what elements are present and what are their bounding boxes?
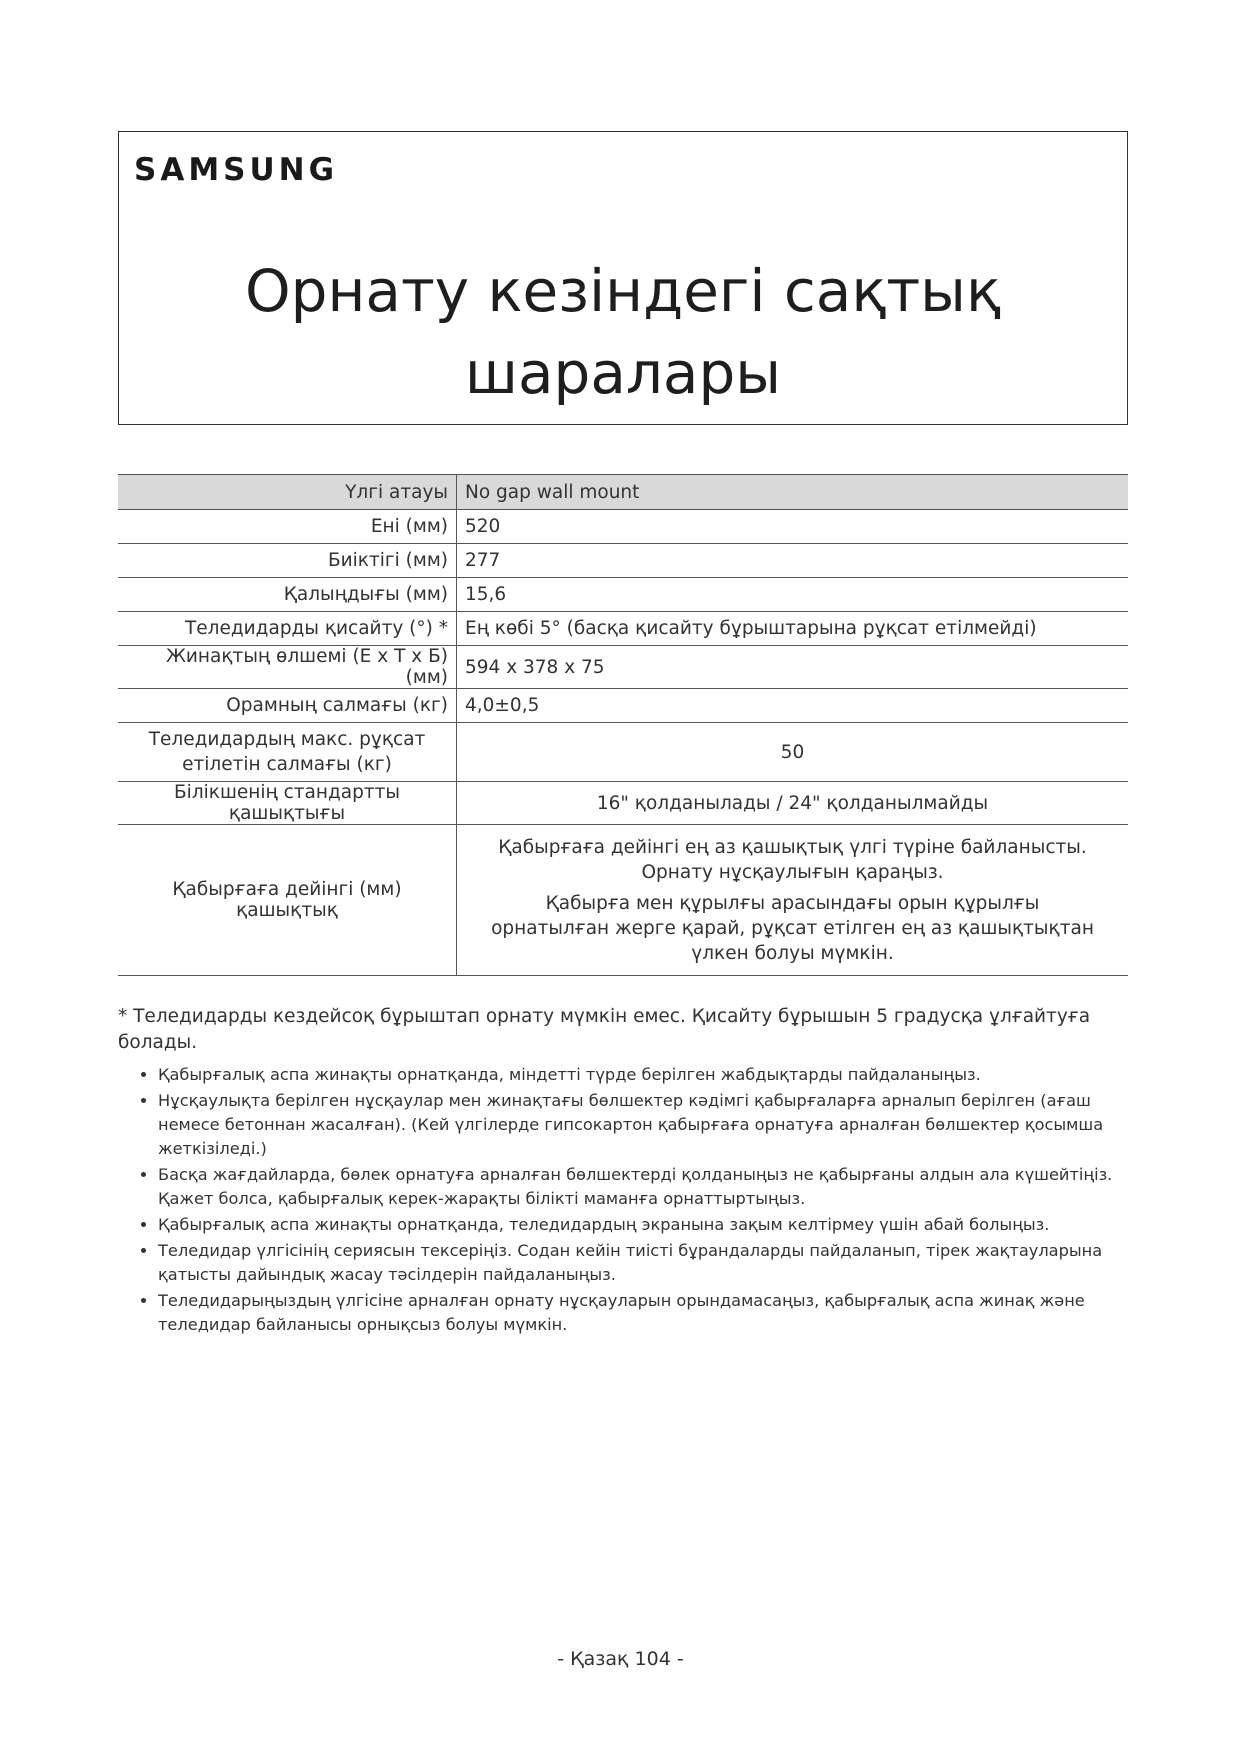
header-value: No gap wall mount xyxy=(457,475,1129,510)
table-row xyxy=(118,646,1128,689)
table-row xyxy=(118,689,1128,723)
row-value: 4,0±0,5 xyxy=(457,689,1129,723)
table-header-row xyxy=(118,475,1128,510)
page-title-line2: шаралары xyxy=(464,339,782,407)
row-label: Жинақтың өлшемі (Е x Т x Б) (мм) xyxy=(118,646,457,689)
list-item: • Теледидарыңыздың үлгісіне арналған орнату нұсқауларын орындамасаңыз, қабырғалық аспа жинақ және теледидар байланысы орнықсыз болуы мүмкін. xyxy=(158,1289,1148,1337)
table-row xyxy=(118,612,1128,646)
table-row xyxy=(118,578,1128,612)
row-label: Биіктігі (мм) xyxy=(118,544,457,578)
samsung-logo: SAMSUNG xyxy=(134,152,339,188)
row-label: Теледидарды қисайту (°) * xyxy=(118,612,457,646)
table-row xyxy=(118,544,1128,578)
row-label: Қалыңдығы (мм) xyxy=(118,578,457,612)
row-value: 15,6 xyxy=(457,578,1129,612)
row-value-paragraph: Қабырға мен құрылғы арасындағы орын құрылғы орнатылған жерге қарай, рұқсат етілген ең аз қашықтықтан үлкен болуы мүмкін. xyxy=(491,892,1094,964)
row-value: 277 xyxy=(457,544,1129,578)
row-label: Білікшенің стандартты қашықтығы xyxy=(118,782,457,825)
bullet-list xyxy=(128,1063,1148,1339)
row-value: Ең көбі 5° (басқа қисайту бұрыштарына рұқсат етілмейді) xyxy=(457,612,1129,646)
table-row xyxy=(118,782,1128,825)
header-label: Үлгі атауы xyxy=(118,475,457,510)
row-value xyxy=(457,825,1129,976)
table-row xyxy=(118,825,1128,976)
row-label: Қабырғаға дейінгі (мм) қашықтық xyxy=(118,825,457,976)
list-item: • Басқа жағдайларда, бөлек орнатуға арналған бөлшектерді қолданыңыз не қабырғаны алдын ала күшейтіңіз. Қажет болса, қабырғалық керек-жарақты білікті маманға орнаттыртыңыз. xyxy=(158,1163,1148,1211)
spec-table xyxy=(118,474,1128,976)
row-value: 594 x 378 x 75 xyxy=(457,646,1129,689)
row-value: 520 xyxy=(457,510,1129,544)
page-title xyxy=(119,250,1127,414)
page-title-line1: Орнату кезіндегі сақтық xyxy=(245,257,1001,325)
footnote: * Теледидарды кездейсоқ бұрыштап орнату мүмкін емес. Қисайту бұрышын 5 градусқа ұлғайтуға болады. xyxy=(118,1006,1091,1053)
list-item: • Қабырғалық аспа жинақты орнатқанда, теледидардың экранына зақым келтірмеу үшін абай болыңыз. xyxy=(158,1213,1148,1237)
page-number: - Қазақ 104 - xyxy=(557,1648,684,1670)
header-box xyxy=(118,131,1128,425)
row-label: Ені (мм) xyxy=(118,510,457,544)
row-label: Теледидардың макс. рұқсат етілетін салмағы (кг) xyxy=(118,723,457,782)
table-row xyxy=(118,723,1128,782)
list-item: • Теледидар үлгісінің сериясын тексеріңіз. Содан кейін тиісті бұрандаларды пайдаланып, тірек жақтауларына қатысты дайындық жасау тәсілдерін пайдаланыңыз. xyxy=(158,1239,1148,1287)
row-value-paragraph: Қабырғаға дейінгі ең аз қашықтық үлгі түріне байланысты. Орнату нұсқаулығын қараңыз. xyxy=(498,836,1087,883)
table-row xyxy=(118,510,1128,544)
row-value: 50 xyxy=(457,723,1129,782)
list-item: • Нұсқаулықта берілген нұсқаулар мен жинақтағы бөлшектер кәдімгі қабырғаларға арналып берілген (ағаш немесе бетоннан жасалған). (Кей үлгілерде гипсокартон қабырғаға орнатуға арналған бөлшектер қосымша жеткізіледі.) xyxy=(158,1089,1148,1161)
row-value: 16" қолданылады / 24" қолданылмайды xyxy=(457,782,1129,825)
row-label: Орамның салмағы (кг) xyxy=(118,689,457,723)
list-item: • Қабырғалық аспа жинақты орнатқанда, міндетті түрде берілген жабдықтарды пайдаланыңыз. xyxy=(158,1063,1148,1087)
